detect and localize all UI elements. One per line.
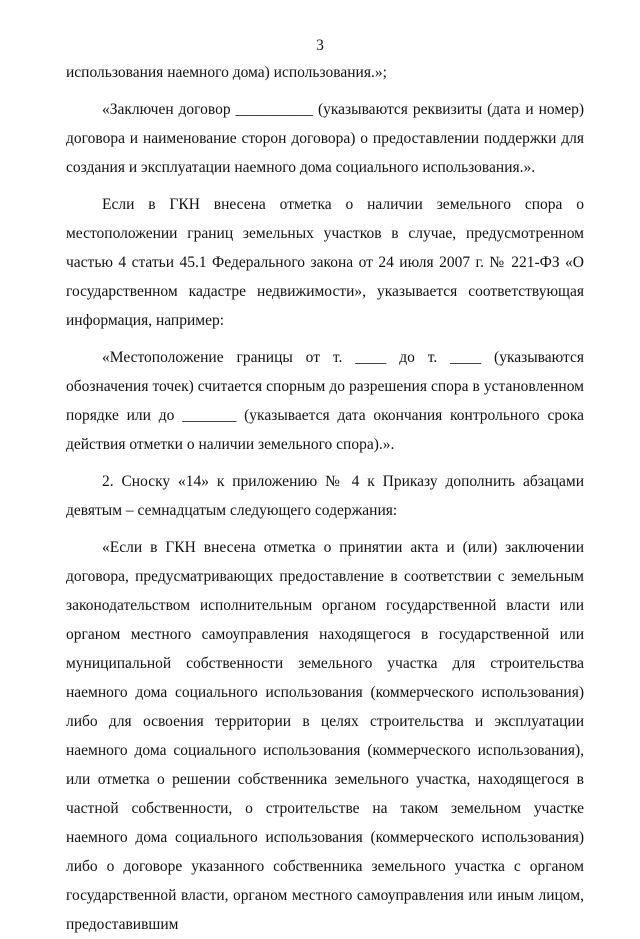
paragraph-rental-house-act: «Если в ГКН внесена отметка о принятии акта и (или) заключении договора, предусматривающих предоставление в соответствии с земельным законодательством исполнительным органом государственной власти или органом местного самоуправления находящегося в государственной или муниципальной собственности земельного участка для строительства наемного дома социального использования (коммерческого использования) либо для освоения территории в целях строительства и эксплуатации наемного дома социального использования (коммерческого использования), или отметка о решении собственника земельного участка, находящегося в частной собственности, о строительстве на таком земельном участке наемного дома социального использования (коммерческого использования) либо о договоре указанного собственника земельного участка с органом государственной власти, органом местного самоуправления или иным лицом, предоставившим: [66, 539, 584, 933]
paragraph-continuation: использования наемного дома) использования.»;: [66, 64, 387, 81]
paragraph-contract-concluded: «Заключен договор __________ (указываются реквизиты (дата и номер) договора и наименование сторон договора) о предоставлении поддержки для создания и эксплуатации наемного дома социального использования.».: [66, 101, 584, 176]
document-body: [66, 58, 584, 939]
paragraph-boundary-example: «Местоположение границы от т. ____ до т. ____ (указываются обозначения точек) считается спорным до разрешения спора в установленном порядке или до _______ (указывается дата окончания контрольного срока действия отметки о наличии земельного спора).».: [66, 349, 584, 453]
page-number: 3: [316, 37, 324, 54]
paragraph-footnote-14: 2. Сноску «14» к приложению № 4 к Приказу дополнить абзацами девятым – семнадцатым следующего содержания:: [66, 473, 584, 519]
paragraph-land-dispute: Если в ГКН внесена отметка о наличии земельного спора о местоположении границ земельных участков в случае, предусмотренном частью 4 статьи 45.1 Федерального закона от 24 июля 2007 г. № 221-ФЗ «О государственном кадастре недвижимости», указывается соответствующая информация, например:: [66, 196, 584, 329]
